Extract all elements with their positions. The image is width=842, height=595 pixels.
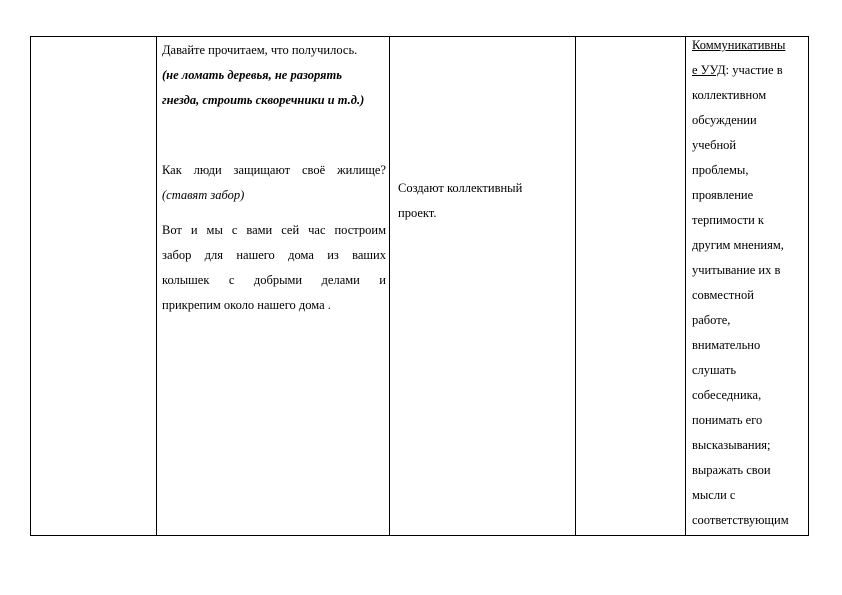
uud-text-line: понимать его — [692, 413, 763, 427]
teacher-text-line: Как люди защищают своё жилище? — [162, 163, 386, 177]
table-column-divider-1 — [156, 36, 157, 536]
teacher-text-line: (ставят забор) — [162, 188, 245, 202]
uud-text-line: внимательно — [692, 338, 761, 352]
uud-text-line: собеседника, — [692, 388, 762, 402]
uud-cell — [692, 33, 808, 533]
uud-text: : участие в — [725, 63, 783, 77]
table-border-left — [30, 36, 31, 536]
table-border-bottom — [30, 535, 809, 536]
uud-text-line: выражать свои — [692, 463, 771, 477]
uud-text-line: соответствующим — [692, 513, 789, 527]
uud-text-line: слушать — [692, 363, 737, 377]
uud-text-line: проблемы, — [692, 163, 749, 177]
uud-text-line: коллективном — [692, 88, 767, 102]
uud-text-line: работе, — [692, 313, 731, 327]
uud-heading: е УУД — [692, 63, 726, 77]
uud-text-line: другим мнениям, — [692, 238, 784, 252]
table-column-divider-4 — [685, 36, 686, 536]
teacher-text-line: гнезда, строить скворечники и т.д.) — [162, 93, 365, 107]
student-activity-cell — [398, 176, 568, 226]
teacher-text-line: Вот и мы с вами сей час построим — [162, 223, 386, 237]
uud-text-line — [692, 58, 808, 83]
table-border-right — [808, 36, 809, 536]
table-column-divider-2 — [389, 36, 390, 536]
uud-text-line: совместной — [692, 288, 754, 302]
teacher-text-line: Давайте прочитаем, что получилось. — [162, 43, 358, 57]
teacher-text-line: прикрепим около нашего дома . — [162, 298, 331, 312]
table-column-divider-3 — [575, 36, 576, 536]
teacher-text-line: колышек с добрыми делами и — [162, 273, 386, 287]
uud-text-line: высказывания; — [692, 438, 771, 452]
teacher-activity-cell — [162, 38, 386, 318]
uud-heading: Коммуникативны — [692, 38, 786, 52]
lesson-table — [30, 36, 809, 536]
teacher-text-line: забор для нашего дома из ваших — [162, 248, 386, 262]
uud-text-line: обсуждении — [692, 113, 757, 127]
uud-text-line: учитывание их в — [692, 263, 781, 277]
uud-text-line: проявление — [692, 188, 754, 202]
student-text-line: Создают коллективный — [398, 181, 523, 195]
teacher-text-line: (не ломать деревья, не разорять — [162, 68, 342, 82]
uud-text-line: терпимости к — [692, 213, 765, 227]
student-text-line: проект. — [398, 206, 437, 220]
uud-text-line: учебной — [692, 138, 737, 152]
uud-text-line: мысли с — [692, 488, 736, 502]
